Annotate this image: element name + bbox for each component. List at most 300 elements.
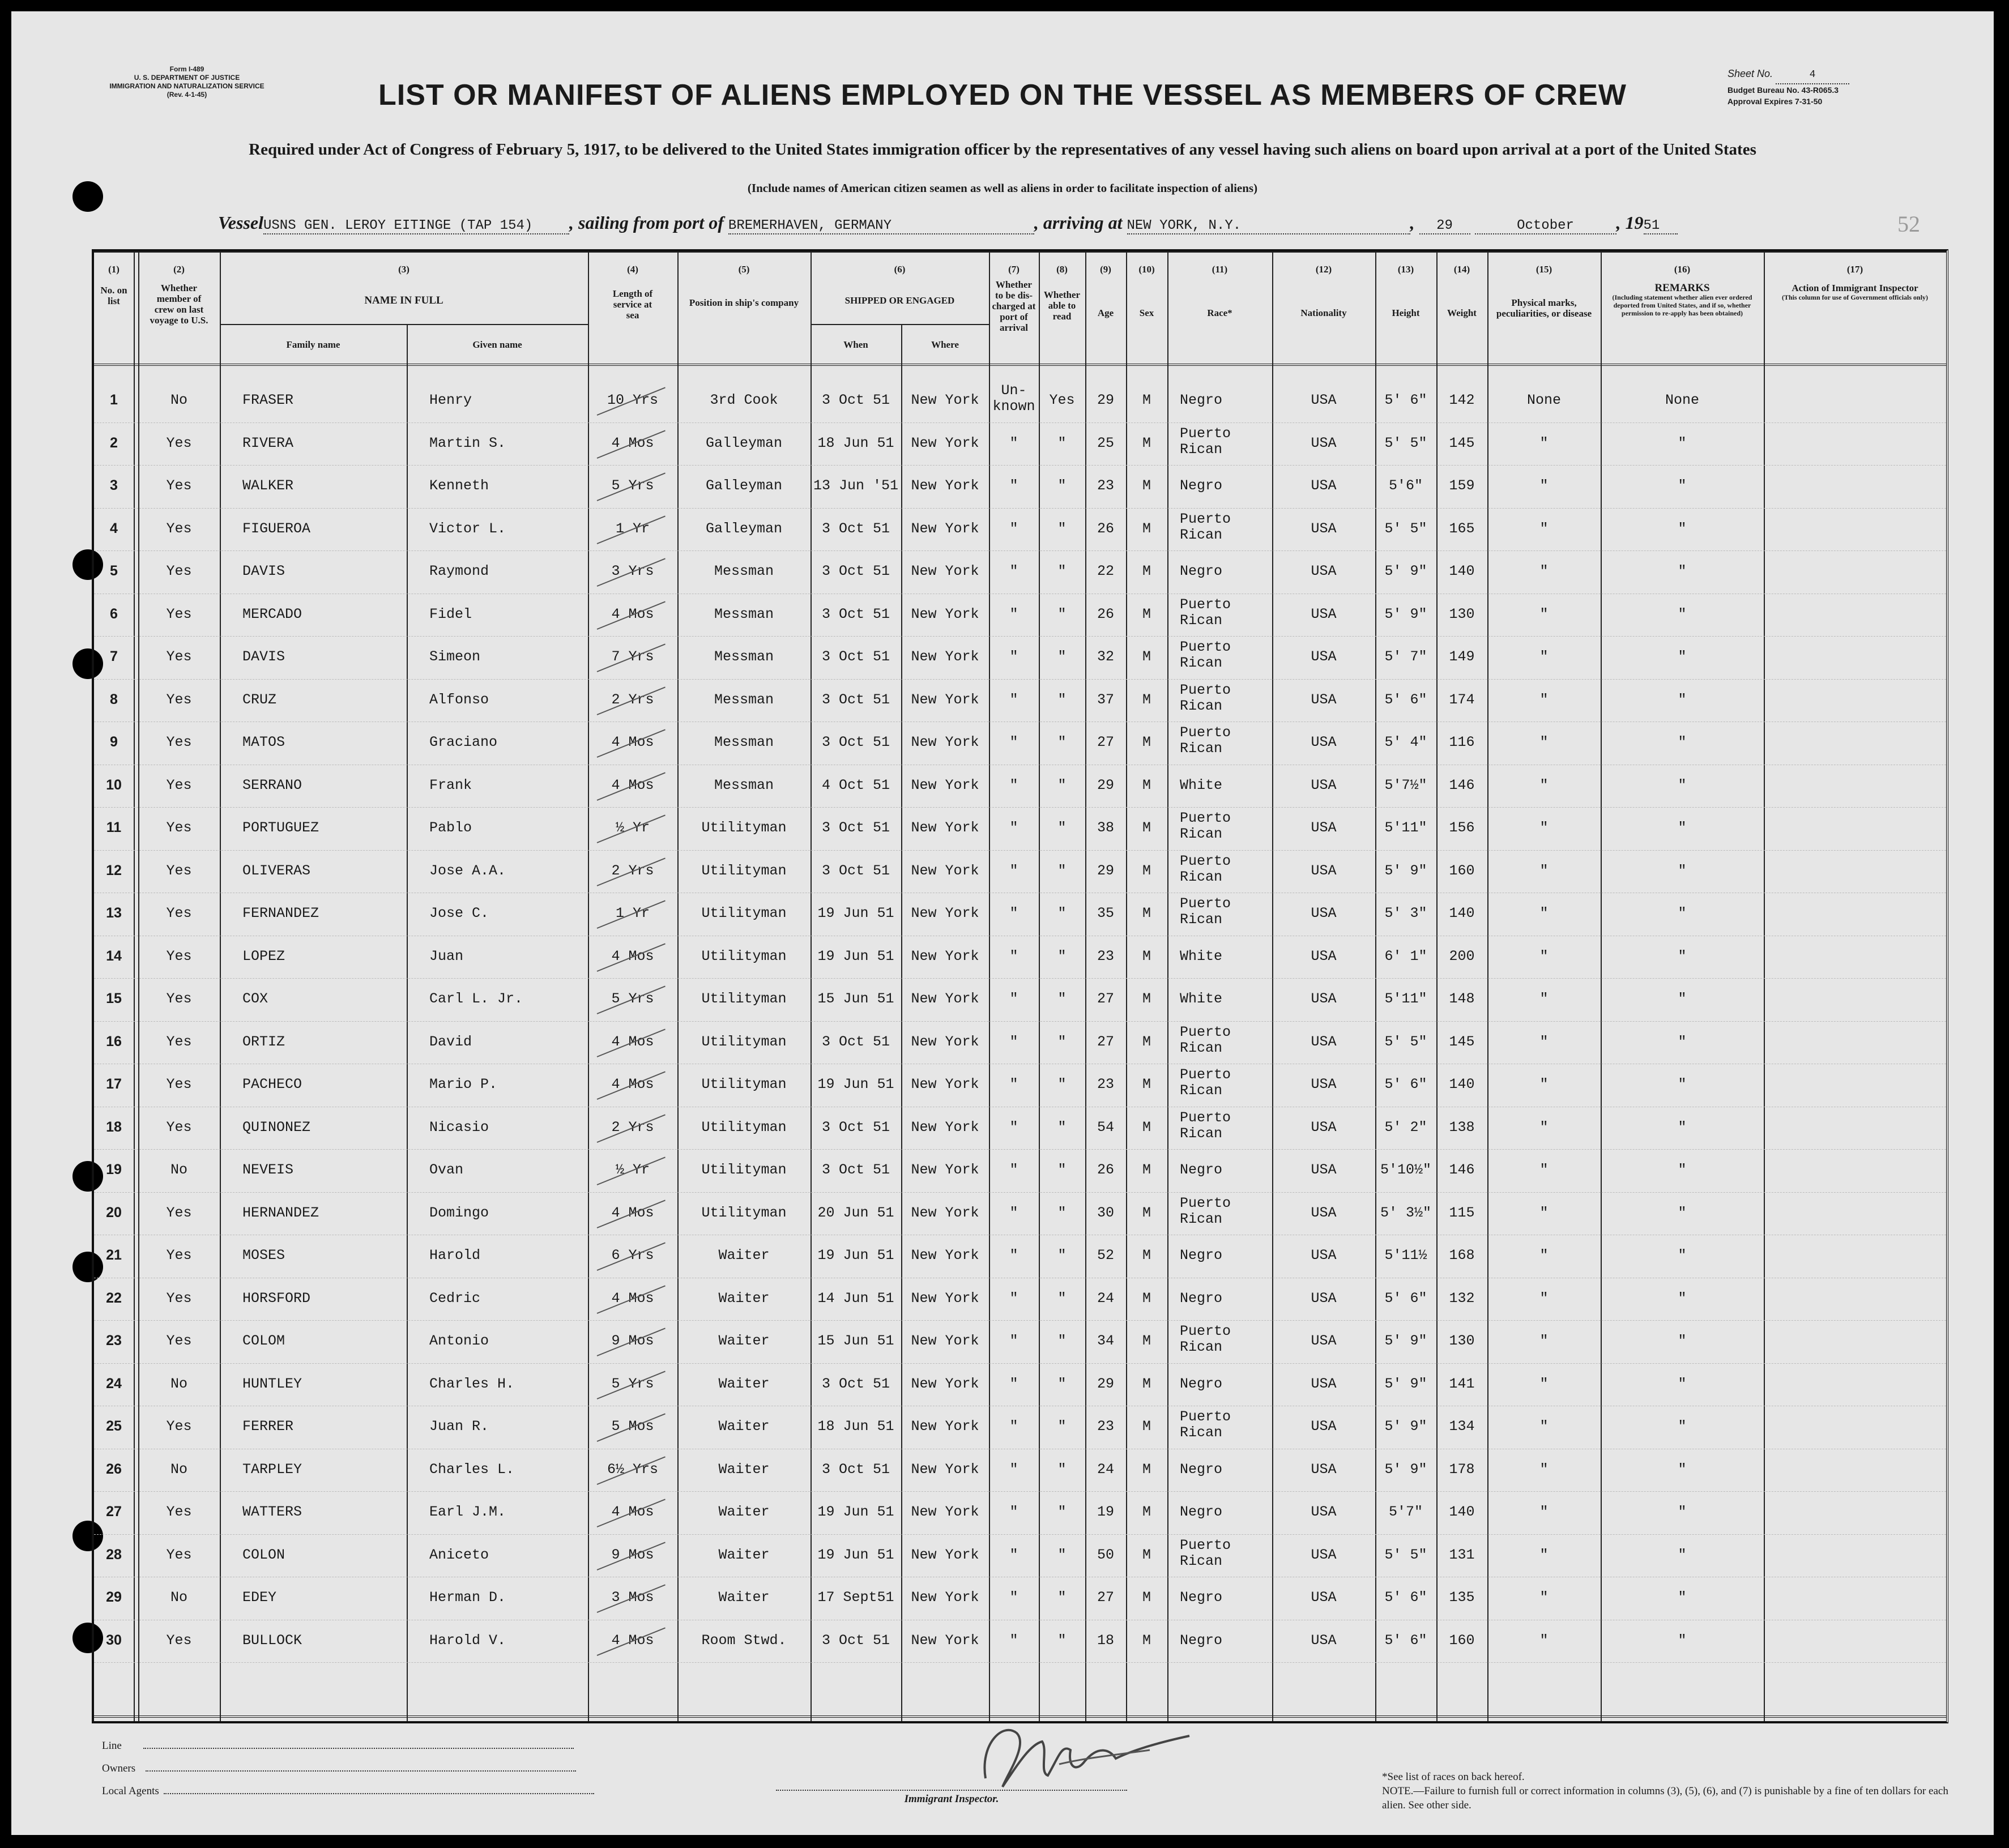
agents-field <box>164 1793 594 1794</box>
cell-weight: 156 <box>1449 820 1475 836</box>
cell-family-name: EDEY <box>242 1589 277 1606</box>
cell-service-length: 4 Mos <box>611 1504 654 1520</box>
cell-age: 54 <box>1097 1119 1114 1136</box>
cell-race: Puerto Rican <box>1180 639 1231 671</box>
cell-shipped-when: 4 Oct 51 <box>821 776 890 793</box>
cell-family-name: HERNANDEZ <box>242 1204 319 1221</box>
cell-height: 5' 5" <box>1384 1546 1427 1563</box>
col-label: Whether to be dis-charged at port of arrival <box>992 279 1036 333</box>
cell-physical-marks: " <box>1539 1290 1549 1307</box>
cell-shipped-when: 19 Jun 51 <box>817 1247 894 1264</box>
cell-sex: M <box>1142 520 1151 537</box>
cell-service-length: 2 Yrs <box>611 1119 654 1136</box>
cell-row-number: 29 <box>106 1589 122 1605</box>
cell-discharged: " <box>1009 1076 1018 1092</box>
cell-able-to-read: " <box>1057 648 1067 665</box>
cell-physical-marks: " <box>1539 605 1549 622</box>
cell-age: 23 <box>1097 1418 1114 1435</box>
cell-previous-voyage: No <box>170 1461 187 1478</box>
cell-service-length: ½ Yr <box>615 1162 650 1178</box>
cell-height: 5' 9" <box>1384 1461 1427 1478</box>
crew-table <box>92 249 1948 1723</box>
cell-race: White <box>1180 991 1223 1007</box>
cell-shipped-when: 17 Sept51 <box>817 1589 894 1606</box>
cell-shipped-where: New York <box>911 776 979 793</box>
cell-previous-voyage: Yes <box>166 477 192 494</box>
inspector-signature <box>963 1710 1201 1795</box>
cell-height: 5' 5" <box>1384 1033 1427 1050</box>
cell-previous-voyage: Yes <box>166 563 192 579</box>
agents-label: Local Agents <box>102 1785 159 1797</box>
cell-nationality: USA <box>1311 1162 1337 1178</box>
cell-age: 25 <box>1097 434 1114 451</box>
cell-service-length: 5 Yrs <box>611 477 654 494</box>
cell-sex: M <box>1142 434 1151 451</box>
cell-remarks: " <box>1678 1589 1687 1606</box>
cell-shipped-when: 3 Oct 51 <box>821 1119 890 1136</box>
col-label: Physical marks, peculiarities, or disease <box>1496 297 1592 319</box>
cell-family-name: PACHECO <box>242 1076 302 1092</box>
cell-previous-voyage: Yes <box>166 1546 192 1563</box>
cell-nationality: USA <box>1311 392 1337 408</box>
cell-previous-voyage: Yes <box>166 1247 192 1264</box>
cell-position: Galleyman <box>705 520 783 537</box>
cell-shipped-where: New York <box>911 1461 979 1478</box>
cell-shipped-where: New York <box>911 563 979 579</box>
cell-previous-voyage: Yes <box>166 948 192 964</box>
cell-position: Utilityman <box>701 991 787 1007</box>
cell-height: 5' 6" <box>1384 1589 1427 1606</box>
cell-service-length: ½ Yr <box>615 820 650 836</box>
cell-able-to-read: " <box>1057 1546 1067 1563</box>
cell-physical-marks: " <box>1539 1418 1549 1435</box>
cell-able-to-read: " <box>1057 991 1067 1007</box>
cell-sex: M <box>1142 1162 1151 1178</box>
cell-age: 24 <box>1097 1290 1114 1307</box>
cell-given-name: Harold <box>429 1247 481 1264</box>
cell-physical-marks: " <box>1539 1461 1549 1478</box>
cell-weight: 160 <box>1449 862 1475 879</box>
cell-height: 5' 5" <box>1384 434 1427 451</box>
col-num: (2) <box>173 264 185 275</box>
cell-race: White <box>1180 776 1223 793</box>
cell-nationality: USA <box>1311 477 1337 494</box>
cell-height: 5'7½" <box>1384 776 1427 793</box>
cell-shipped-when: 3 Oct 51 <box>821 1632 890 1649</box>
cell-race: Negro <box>1180 1461 1223 1478</box>
cell-family-name: DAVIS <box>242 563 285 579</box>
cell-shipped-where: New York <box>911 820 979 836</box>
cell-age: 29 <box>1097 862 1114 879</box>
cell-remarks: " <box>1678 605 1687 622</box>
form-number: Form I-489 <box>169 65 204 73</box>
cell-physical-marks: " <box>1539 1504 1549 1520</box>
cell-sex: M <box>1142 862 1151 879</box>
cell-remarks: " <box>1678 691 1687 708</box>
cell-service-length: 4 Mos <box>611 1204 654 1221</box>
cell-nationality: USA <box>1311 1290 1337 1307</box>
cell-position: Waiter <box>718 1247 770 1264</box>
cell-shipped-when: 3 Oct 51 <box>821 648 890 665</box>
table-row <box>94 1236 1946 1278</box>
cell-height: 5' 9" <box>1384 862 1427 879</box>
cell-remarks: " <box>1678 991 1687 1007</box>
cell-nationality: USA <box>1311 691 1337 708</box>
cell-family-name: BULLOCK <box>242 1632 302 1649</box>
cell-height: 5'11" <box>1384 991 1427 1007</box>
cell-age: 23 <box>1097 948 1114 964</box>
cell-discharged: " <box>1009 434 1018 451</box>
cell-age: 27 <box>1097 1589 1114 1606</box>
cell-weight: 134 <box>1449 1418 1475 1435</box>
cell-nationality: USA <box>1311 820 1337 836</box>
cell-row-number: 19 <box>106 1162 122 1177</box>
cell-nationality: USA <box>1311 862 1337 879</box>
cell-row-number: 24 <box>106 1375 122 1392</box>
cell-weight: 140 <box>1449 563 1475 579</box>
table-row <box>94 1108 1946 1150</box>
cell-family-name: HORSFORD <box>242 1290 311 1307</box>
cell-position: Utilityman <box>701 905 787 921</box>
cell-nationality: USA <box>1311 563 1337 579</box>
cell-physical-marks: " <box>1539 820 1549 836</box>
cell-able-to-read: " <box>1057 948 1067 964</box>
cell-race: Puerto Rican <box>1180 681 1231 714</box>
cell-remarks: " <box>1678 1418 1687 1435</box>
cell-given-name: Charles L. <box>429 1461 515 1478</box>
cell-physical-marks: " <box>1539 477 1549 494</box>
table-row <box>94 1492 1946 1534</box>
cell-shipped-when: 15 Jun 51 <box>817 1333 894 1349</box>
col-num: (13) <box>1397 264 1414 275</box>
shipped-subrule <box>811 324 989 325</box>
cell-position: Messman <box>714 605 774 622</box>
cell-race: Puerto Rican <box>1180 810 1231 842</box>
cell-position: Utilityman <box>701 1119 787 1136</box>
service: IMMIGRATION AND NATURALIZATION SERVICE <box>109 82 265 90</box>
cell-previous-voyage: Yes <box>166 905 192 921</box>
cell-weight: 142 <box>1449 392 1475 408</box>
cell-shipped-when: 18 Jun 51 <box>817 1418 894 1435</box>
cell-service-length: 4 Mos <box>611 605 654 622</box>
cell-remarks: " <box>1678 862 1687 879</box>
cell-shipped-when: 3 Oct 51 <box>821 1162 890 1178</box>
cell-race: Puerto Rican <box>1180 1109 1231 1142</box>
cell-discharged: " <box>1009 605 1018 622</box>
cell-shipped-where: New York <box>911 1589 979 1606</box>
cell-given-name: Victor L. <box>429 520 506 537</box>
cell-able-to-read: " <box>1057 1504 1067 1520</box>
cell-discharged: " <box>1009 1162 1018 1178</box>
cell-able-to-read: " <box>1057 1119 1067 1136</box>
cell-nationality: USA <box>1311 1632 1337 1649</box>
table-row <box>94 1450 1946 1492</box>
cell-discharged: " <box>1009 1461 1018 1478</box>
cell-sex: M <box>1142 1375 1151 1392</box>
cell-remarks: " <box>1678 905 1687 921</box>
cell-given-name: Charles H. <box>429 1375 515 1392</box>
cell-shipped-where: New York <box>911 905 979 921</box>
table-row <box>94 424 1946 466</box>
cell-row-number: 20 <box>106 1204 122 1220</box>
col-header-no <box>94 264 134 306</box>
table-row <box>94 766 1946 808</box>
cell-height: 5' 6" <box>1384 392 1427 408</box>
cell-height: 5'7" <box>1388 1504 1423 1520</box>
cell-shipped-when: 19 Jun 51 <box>817 905 894 921</box>
cell-physical-marks: " <box>1539 1247 1549 1264</box>
cell-age: 29 <box>1097 776 1114 793</box>
cell-row-number: 6 <box>110 605 118 622</box>
cell-discharged: " <box>1009 1632 1018 1649</box>
cell-remarks: " <box>1678 1204 1687 1221</box>
cell-race: Puerto Rican <box>1180 1537 1231 1569</box>
cell-weight: 140 <box>1449 1504 1475 1520</box>
cell-able-to-read: " <box>1057 1461 1067 1478</box>
footer-owners <box>102 1762 576 1775</box>
cell-remarks: " <box>1678 1546 1687 1563</box>
table-row <box>94 552 1946 594</box>
cell-nationality: USA <box>1311 948 1337 964</box>
cell-given-name: Juan R. <box>429 1418 489 1435</box>
cell-remarks: " <box>1678 1290 1687 1307</box>
cell-service-length: 4 Mos <box>611 734 654 750</box>
table-row <box>94 1578 1946 1620</box>
cell-height: 5' 6" <box>1384 1632 1427 1649</box>
cell-shipped-when: 3 Oct 51 <box>821 691 890 708</box>
cell-able-to-read: " <box>1057 776 1067 793</box>
cell-nationality: USA <box>1311 1333 1337 1349</box>
cell-sex: M <box>1142 1333 1151 1349</box>
cell-physical-marks: " <box>1539 1375 1549 1392</box>
cell-previous-voyage: Yes <box>166 1033 192 1050</box>
cell-weight: 116 <box>1449 734 1475 750</box>
races-note: *See list of races on back hereof. <box>1382 1771 1525 1783</box>
cell-sex: M <box>1142 991 1151 1007</box>
row-rule <box>94 465 1946 466</box>
col-header-remarks <box>1601 264 1764 317</box>
cell-position: Messman <box>714 776 774 793</box>
cell-height: 5'11½ <box>1384 1247 1427 1264</box>
cell-discharged: " <box>1009 1589 1018 1606</box>
cell-shipped-where: New York <box>911 1375 979 1392</box>
cell-shipped-where: New York <box>911 1418 979 1435</box>
table-row <box>94 1022 1946 1064</box>
cell-position: Waiter <box>718 1589 770 1606</box>
col-num: (1) <box>108 264 120 275</box>
cell-physical-marks: " <box>1539 1204 1549 1221</box>
cell-weight: 159 <box>1449 477 1475 494</box>
row-rule <box>94 1662 1946 1663</box>
cell-sex: M <box>1142 1290 1151 1307</box>
cell-discharged: " <box>1009 1375 1018 1392</box>
cell-age: 37 <box>1097 691 1114 708</box>
col-label: Whether member of crew on last voyage to U.S. <box>150 283 208 326</box>
penalty-note: NOTE.—Failure to furnish full or correct information in columns (3), (5), (6), and (7) is punishable by a fine of ten dollars for each alien. See other side. <box>1382 1785 1948 1811</box>
cell-remarks: " <box>1678 1504 1687 1520</box>
footer-note <box>1382 1770 1948 1812</box>
cell-remarks: " <box>1678 948 1687 964</box>
cell-family-name: CRUZ <box>242 691 277 708</box>
cell-weight: 132 <box>1449 1290 1475 1307</box>
cell-nationality: USA <box>1311 1033 1337 1050</box>
cell-physical-marks: " <box>1539 948 1549 964</box>
cell-shipped-when: 3 Oct 51 <box>821 520 890 537</box>
cell-given-name: Antonio <box>429 1333 489 1349</box>
cell-shipped-where: New York <box>911 605 979 622</box>
cell-weight: 140 <box>1449 905 1475 921</box>
cell-row-number: 12 <box>106 862 122 878</box>
cell-sex: M <box>1142 563 1151 579</box>
cell-remarks: " <box>1678 734 1687 750</box>
col-label: NAME IN FULL <box>364 295 443 306</box>
cell-service-length: 5 Yrs <box>611 991 654 1007</box>
cell-physical-marks: " <box>1539 1546 1549 1563</box>
cell-given-name: Carl L. Jr. <box>429 991 523 1007</box>
cell-family-name: ORTIZ <box>242 1033 285 1050</box>
cell-service-length: 9 Mos <box>611 1546 654 1563</box>
cell-able-to-read: " <box>1057 477 1067 494</box>
cell-physical-marks: " <box>1539 1033 1549 1050</box>
cell-family-name: MOSES <box>242 1247 285 1264</box>
col-num: (14) <box>1453 264 1470 275</box>
cell-able-to-read: " <box>1057 605 1067 622</box>
cell-sex: M <box>1142 1119 1151 1136</box>
cell-sex: M <box>1142 1461 1151 1478</box>
row-rule <box>94 1021 1946 1022</box>
arriving-label: , arriving at <box>1034 212 1123 233</box>
cell-height: 5' 4" <box>1384 734 1427 750</box>
cell-row-number: 8 <box>110 691 118 707</box>
cell-previous-voyage: Yes <box>166 1290 192 1307</box>
cell-weight: 178 <box>1449 1461 1475 1478</box>
cell-shipped-when: 19 Jun 51 <box>817 1546 894 1563</box>
cell-shipped-when: 18 Jun 51 <box>817 434 894 451</box>
cell-able-to-read: " <box>1057 1418 1067 1435</box>
cell-sex: M <box>1142 392 1151 408</box>
col-header-given-name: Given name <box>472 339 522 350</box>
cell-sex: M <box>1142 734 1151 750</box>
cell-nationality: USA <box>1311 1375 1337 1392</box>
col-sublabel: (This column for use of Government officials only) <box>1781 293 1929 301</box>
col-header-sex <box>1126 264 1167 318</box>
cell-race: Puerto Rican <box>1180 1323 1231 1355</box>
cell-family-name: MERCADO <box>242 605 302 622</box>
cell-height: 5' 9" <box>1384 1333 1427 1349</box>
col-header-weight <box>1436 264 1487 318</box>
cell-weight: 145 <box>1449 434 1475 451</box>
table-row <box>94 381 1946 422</box>
cell-race: Negro <box>1180 1290 1223 1307</box>
cell-weight: 146 <box>1449 1162 1475 1178</box>
cell-age: 35 <box>1097 905 1114 921</box>
cell-weight: 174 <box>1449 691 1475 708</box>
cell-service-length: 5 Mos <box>611 1418 654 1435</box>
department: U. S. DEPARTMENT OF JUSTICE <box>134 74 240 82</box>
cell-discharged: " <box>1009 1033 1018 1050</box>
cell-age: 30 <box>1097 1204 1114 1221</box>
cell-discharged: " <box>1009 991 1018 1007</box>
cell-age: 29 <box>1097 1375 1114 1392</box>
cell-age: 26 <box>1097 605 1114 622</box>
cell-given-name: Alfonso <box>429 691 489 708</box>
cell-nationality: USA <box>1311 1247 1337 1264</box>
cell-shipped-when: 19 Jun 51 <box>817 1504 894 1520</box>
col-header-read <box>1039 264 1085 322</box>
cell-row-number: 4 <box>110 520 118 536</box>
cell-physical-marks: " <box>1539 1076 1549 1092</box>
cell-family-name: FERNANDEZ <box>242 905 319 921</box>
table-row <box>94 1407 1946 1449</box>
cell-discharged: " <box>1009 477 1018 494</box>
cell-service-length: 4 Mos <box>611 1632 654 1649</box>
cell-discharged: " <box>1009 776 1018 793</box>
cell-able-to-read: " <box>1057 1333 1067 1349</box>
cell-race: Puerto Rican <box>1180 724 1231 757</box>
cell-height: 5'11" <box>1384 820 1427 836</box>
cell-shipped-where: New York <box>911 1076 979 1092</box>
cell-nationality: USA <box>1311 605 1337 622</box>
table-row <box>94 1535 1946 1577</box>
col-label: Action of Immigrant Inspector <box>1792 283 1918 293</box>
cell-previous-voyage: Yes <box>166 1333 192 1349</box>
cell-age: 26 <box>1097 520 1114 537</box>
cell-position: Waiter <box>718 1418 770 1435</box>
cell-height: 5' 9" <box>1384 605 1427 622</box>
cell-able-to-read: " <box>1057 820 1067 836</box>
cell-family-name: OLIVERAS <box>242 862 311 879</box>
cell-shipped-where: New York <box>911 1033 979 1050</box>
cell-previous-voyage: Yes <box>166 434 192 451</box>
line-label: Line <box>102 1740 122 1752</box>
cell-discharged: " <box>1009 948 1018 964</box>
cell-shipped-where: New York <box>911 648 979 665</box>
col-header-discharged <box>989 264 1039 333</box>
cell-weight: 140 <box>1449 1076 1475 1092</box>
cell-height: 5' 5" <box>1384 520 1427 537</box>
cell-weight: 148 <box>1449 991 1475 1007</box>
cell-remarks: " <box>1678 434 1687 451</box>
cell-row-number: 22 <box>106 1290 122 1306</box>
cell-family-name: TARPLEY <box>242 1461 302 1478</box>
cell-weight: 200 <box>1449 948 1475 964</box>
cell-height: 5' 6" <box>1384 1076 1427 1092</box>
cell-row-number: 15 <box>106 991 122 1006</box>
cell-given-name: Harold V. <box>429 1632 506 1649</box>
table-row <box>94 1279 1946 1321</box>
cell-height: 5' 2" <box>1384 1119 1427 1136</box>
cell-row-number: 25 <box>106 1418 122 1434</box>
cell-remarks: " <box>1678 1247 1687 1264</box>
cell-physical-marks: " <box>1539 1589 1549 1606</box>
cell-race: Negro <box>1180 392 1223 408</box>
table-row <box>94 1321 1946 1363</box>
cell-discharged: " <box>1009 1546 1018 1563</box>
cell-sex: M <box>1142 648 1151 665</box>
voyage-line: VesselUSNS GEN. LEROY EITINGE (TAP 154) , sailing from port of BREMERHAVEN, GERMANY , arriving at NEW YORK, N.Y. , 29 October , 1951 <box>218 212 1917 241</box>
year-prefix: 19 <box>1625 212 1644 233</box>
cell-nationality: USA <box>1311 1418 1337 1435</box>
cell-previous-voyage: Yes <box>166 1632 192 1649</box>
cell-shipped-where: New York <box>911 1204 979 1221</box>
cell-family-name: FERRER <box>242 1418 294 1435</box>
col-label: Whether able to read <box>1043 289 1081 322</box>
cell-position: Waiter <box>718 1461 770 1478</box>
col-header-height <box>1375 264 1436 318</box>
cell-race: Puerto Rican <box>1180 852 1231 885</box>
cell-row-number: 30 <box>106 1632 122 1648</box>
cell-service-length: 2 Yrs <box>611 862 654 879</box>
